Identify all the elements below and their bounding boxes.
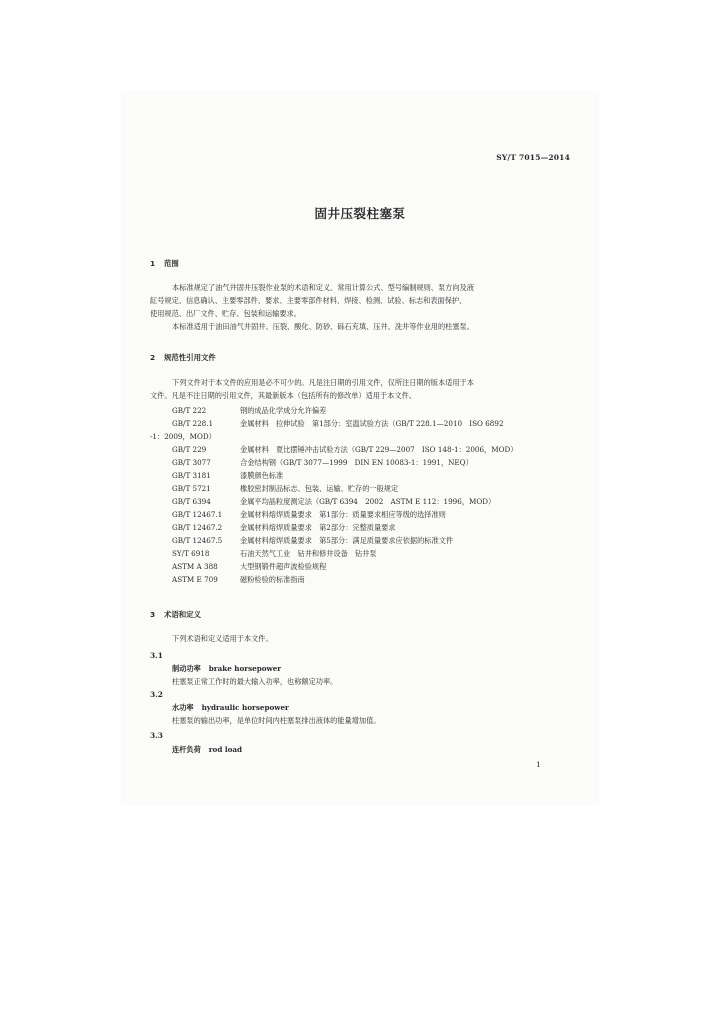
- reference-title: 合金结构钢（GB/T 3077—1999 DIN EN 10083-1：1991，NEQ）: [240, 458, 473, 467]
- page-number: 1: [536, 760, 541, 769]
- paragraph-line: 缸号规定、信息确认、主要零部件、要求、主要零部件材料、焊接、检测、试验、标志和表面保护、: [150, 296, 467, 305]
- term-definition: 柱塞泵正常工作时的最大输入功率，也称额定功率。: [172, 677, 338, 686]
- term-cn: 连杆负荷: [172, 745, 201, 754]
- reference-title: 金属材料熔焊质量要求 第5部分：满足质量要求应依据的标准文件: [240, 536, 454, 545]
- reference-code: GB/T 3181: [172, 471, 211, 480]
- section-title: 规范性引用文件: [164, 353, 216, 362]
- reference-item: [172, 549, 377, 558]
- reference-title: 橡胶密封制品标志、包装、运输、贮存的一般规定: [240, 484, 399, 493]
- term-definition: 柱塞泵的输出功率，是单位时间内柱塞泵排出液体的能量增加值。: [172, 716, 381, 725]
- reference-item: [172, 510, 446, 519]
- section-3-heading: [150, 609, 201, 620]
- reference-code: ASTM A 388: [172, 562, 218, 571]
- section-title: 范围: [164, 259, 179, 268]
- reference-item: [172, 484, 398, 493]
- term-cn: 水功率: [172, 703, 194, 712]
- reference-title: 漆膜颜色标准: [240, 471, 284, 480]
- paragraph-line: 下列术语和定义适用于本文件。: [172, 634, 273, 643]
- reference-code: GB/T 12467.5: [172, 536, 223, 545]
- reference-item: [172, 458, 473, 467]
- paragraph-line: 本标准规定了油气井固井压裂作业泵的术语和定义、常用计算公式、型号编制规则、泵方向及液: [172, 283, 474, 292]
- reference-title: 大型钢锻件超声波检验规程: [240, 562, 327, 571]
- reference-item: [172, 419, 504, 428]
- reference-code: SY/T 6918: [172, 549, 210, 558]
- reference-code: GB/T 3077: [172, 458, 211, 467]
- term-number: 3.1: [150, 651, 163, 660]
- paragraph-line: 下列文件对于本文件的应用是必不可少的。凡是注日期的引用文件，仅所注日期的版本适用于本: [172, 378, 474, 387]
- reference-code: GB/T 222: [172, 406, 207, 415]
- reference-item: [172, 562, 326, 571]
- reference-title: 金属材料熔焊质量要求 第2部分：完整质量要求: [240, 523, 396, 532]
- section-2-heading: [150, 352, 216, 363]
- reference-code: GB/T 12467.2: [172, 523, 223, 532]
- term-number: 3.2: [150, 690, 163, 699]
- term-en: rod load: [208, 745, 243, 754]
- reference-title: 金属材料 夏比摆锤冲击试验方法（GB/T 229—2007 ISO 148-1：2006，MOD）: [240, 445, 518, 454]
- section-number: 3: [150, 610, 156, 619]
- reference-title: 钢的成品化学成分允许偏差: [240, 406, 327, 415]
- section-title: 术语和定义: [164, 610, 201, 619]
- reference-item: [172, 406, 326, 415]
- term-heading: [172, 703, 289, 712]
- reference-title: 金属材料 拉伸试验 第1部分：室温试验方法（GB/T 228.1—2010 ISO 6892: [240, 419, 504, 428]
- reference-item: [172, 445, 517, 454]
- reference-item: [172, 471, 283, 480]
- reference-item: [172, 497, 495, 506]
- standard-code: SY/T 7015—2014: [496, 153, 570, 162]
- section-number: 2: [150, 353, 156, 362]
- reference-code: ASTM E 709: [172, 575, 218, 584]
- reference-item: [172, 536, 453, 545]
- reference-title: 磁粉检验的标准指南: [240, 575, 305, 584]
- reference-title: 金属材料熔焊质量要求 第1部分：质量要求相应等级的选择准则: [240, 510, 446, 519]
- reference-item: [172, 523, 396, 532]
- paragraph-line: 使用规范、出厂文件、贮存、包装和运输要求。: [150, 309, 301, 318]
- section-number: 1: [150, 259, 156, 268]
- reference-code: GB/T 12467.1: [172, 510, 223, 519]
- reference-code: GB/T 6394: [172, 497, 211, 506]
- reference-item: [172, 575, 305, 584]
- reference-title: 金属平均晶粒度测定法（GB/T 6394 2002 ASTM E 112：1996，MOD）: [240, 497, 496, 506]
- reference-code: GB/T 228.1: [172, 419, 214, 428]
- term-heading: [172, 664, 281, 673]
- term-cn: 制动功率: [172, 664, 201, 673]
- paragraph-line: 文件。凡是不注日期的引用文件，其最新版本（包括所有的修改单）适用于本文件。: [150, 391, 416, 400]
- term-en: hydraulic horsepower: [201, 703, 289, 712]
- document-title: 固井压裂柱塞泵: [314, 206, 406, 221]
- reference-title: 石油天然气工业 钻井和修井设备 钻井泵: [240, 549, 377, 558]
- term-number: 3.3: [150, 731, 163, 740]
- paragraph-line: 本标准适用于油田油气井固井、压裂、酸化、防砂、砾石充填、压井、洗井等作业用的柱塞泵。: [172, 322, 474, 331]
- reference-code: GB/T 5721: [172, 484, 211, 493]
- term-en: brake horsepower: [208, 664, 282, 673]
- term-heading: [172, 745, 242, 754]
- reference-continuation: -1：2009，MOD）: [150, 432, 216, 441]
- reference-code: GB/T 229: [172, 445, 207, 454]
- section-1-heading: [150, 258, 179, 269]
